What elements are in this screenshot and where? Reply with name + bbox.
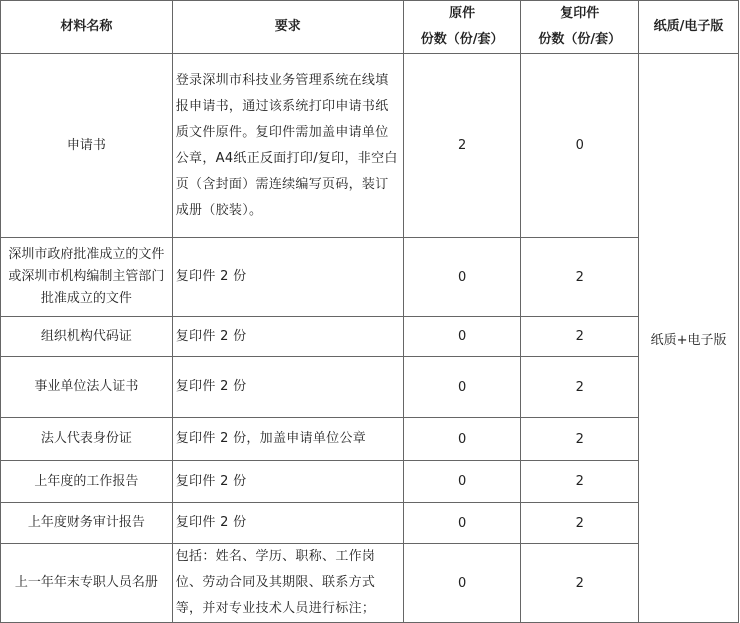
header-original-unit: 份数（份/套） [420, 32, 504, 47]
material-name: 上年度的工作报告 [1, 461, 173, 503]
material-name: 申请书 [1, 54, 173, 238]
material-requirement: 复印件 2 份 [172, 317, 403, 357]
original-count: 2 [403, 54, 521, 238]
copy-count: 2 [521, 461, 639, 503]
table-header-row [1, 1, 739, 54]
material-name: 上一年年末专职人员名册 [1, 544, 173, 623]
material-name: 事业单位法人证书 [1, 357, 173, 418]
table-row [1, 461, 739, 503]
header-requirement: 要求 [172, 1, 403, 54]
copy-count: 2 [521, 418, 639, 461]
material-name: 上年度财务审计报告 [1, 503, 173, 544]
table-row [1, 54, 739, 238]
material-requirement: 复印件 2 份 [172, 238, 403, 317]
original-count: 0 [403, 238, 521, 317]
copy-count: 2 [521, 238, 639, 317]
header-original-count [403, 1, 521, 54]
material-requirement: 复印件 2 份 [172, 461, 403, 503]
header-format: 纸质/电子版 [639, 1, 739, 54]
material-name: 组织机构代码证 [1, 317, 173, 357]
copy-count: 2 [521, 544, 639, 623]
material-requirement: 登录深圳市科技业务管理系统在线填报申请书，通过该系统打印申请书纸质文件原件。复印件需加盖申请单位公章，A4纸正反面打印/复印，非空白页（含封面）需连续编写页码，装订成册（胶装）。 [172, 54, 403, 238]
copy-count: 0 [521, 54, 639, 238]
table-row [1, 418, 739, 461]
header-copy-title: 复印件 [560, 6, 600, 21]
copy-count: 2 [521, 503, 639, 544]
original-count: 0 [403, 544, 521, 623]
header-material-name: 材料名称 [1, 1, 173, 54]
format-cell: 纸质+电子版 [639, 54, 739, 623]
table-row [1, 357, 739, 418]
material-requirement: 复印件 2 份，加盖申请单位公章 [172, 418, 403, 461]
original-count: 0 [403, 418, 521, 461]
copy-count: 2 [521, 357, 639, 418]
material-requirement: 复印件 2 份 [172, 357, 403, 418]
copy-count: 2 [521, 317, 639, 357]
material-requirement: 包括：姓名、学历、职称、工作岗位、劳动合同及其期限、联系方式等，并对专业技术人员进行标注； [172, 544, 403, 623]
material-requirement: 复印件 2 份 [172, 503, 403, 544]
original-count: 0 [403, 503, 521, 544]
table-row [1, 503, 739, 544]
header-copy-count [521, 1, 639, 54]
material-name: 法人代表身份证 [1, 418, 173, 461]
header-original-title: 原件 [449, 6, 476, 21]
original-count: 0 [403, 461, 521, 503]
original-count: 0 [403, 357, 521, 418]
table-row [1, 317, 739, 357]
original-count: 0 [403, 317, 521, 357]
header-copy-unit: 份数（份/套） [538, 32, 622, 47]
material-name: 深圳市政府批准成立的文件或深圳市机构编制主管部门批准成立的文件 [1, 238, 173, 317]
table-row [1, 544, 739, 623]
table-row [1, 238, 739, 317]
